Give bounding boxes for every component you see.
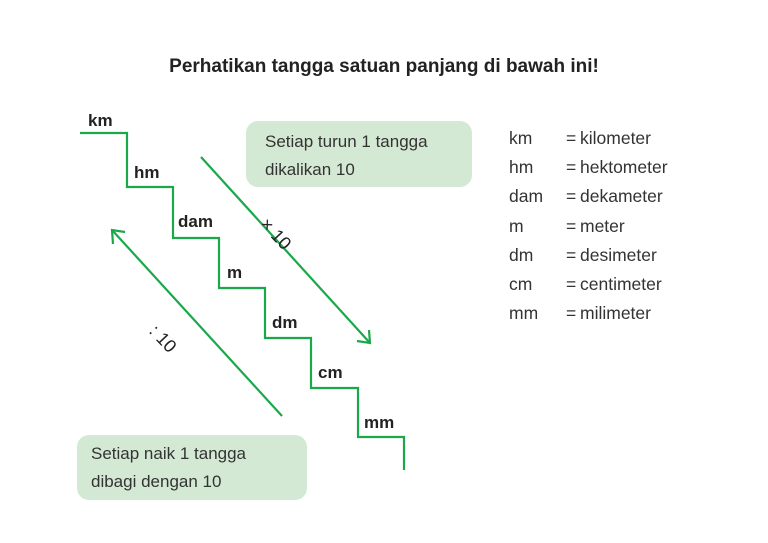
diagram-title: Perhatikan tangga satuan panjang di bawah ini! — [169, 56, 599, 77]
legend-name: centimeter — [580, 273, 662, 294]
legend-abbr: dm — [509, 244, 534, 265]
step-label-dam: dam — [178, 212, 213, 231]
legend-name: meter — [580, 215, 625, 236]
divide-note-line1: Setiap naik 1 tangga — [91, 444, 247, 463]
legend-row — [509, 303, 668, 332]
legend-row — [509, 157, 668, 186]
step-label-dm: dm — [272, 313, 298, 332]
legend-name: desimeter — [580, 244, 657, 265]
multiply-note-line1: Setiap turun 1 tangga — [265, 132, 428, 151]
legend-name: hektometer — [580, 157, 668, 178]
legend-abbr: cm — [509, 273, 533, 294]
legend-equals: = — [566, 303, 577, 324]
divide-note-bubble — [77, 435, 307, 500]
legend-abbr: dam — [509, 186, 544, 207]
step-label-m: m — [227, 263, 243, 282]
legend-equals: = — [566, 273, 577, 294]
multiply-note-line2: dikalikan 10 — [265, 160, 355, 179]
legend-abbr: mm — [509, 303, 539, 324]
legend-row — [509, 216, 668, 245]
legend-row — [509, 186, 668, 215]
legend-abbr: hm — [509, 157, 534, 178]
legend-name: milimeter — [580, 303, 651, 324]
multiply-note-bubble — [246, 121, 472, 187]
divide-arrow — [112, 230, 282, 416]
legend-equals: = — [566, 215, 577, 236]
step-label-cm: cm — [318, 363, 343, 382]
legend-row — [509, 245, 668, 274]
legend-abbr: km — [509, 128, 533, 148]
divide-arrow-label: : 10 — [145, 321, 181, 357]
legend-equals: = — [566, 157, 577, 178]
unit-legend — [509, 128, 668, 332]
legend-name: dekameter — [580, 186, 663, 207]
legend-name: kilometer — [580, 128, 651, 148]
legend-equals: = — [566, 186, 577, 207]
legend-row — [509, 128, 668, 157]
step-label-mm: mm — [364, 413, 395, 432]
legend-equals: = — [566, 244, 577, 265]
legend-abbr: m — [509, 215, 524, 236]
legend-equals: = — [566, 128, 577, 148]
step-label-hm: hm — [134, 163, 160, 182]
step-label-km: km — [88, 111, 113, 130]
legend-row — [509, 274, 668, 303]
divide-note-line2: dibagi dengan 10 — [91, 472, 222, 491]
multiply-arrow-label: × 10 — [256, 214, 296, 254]
